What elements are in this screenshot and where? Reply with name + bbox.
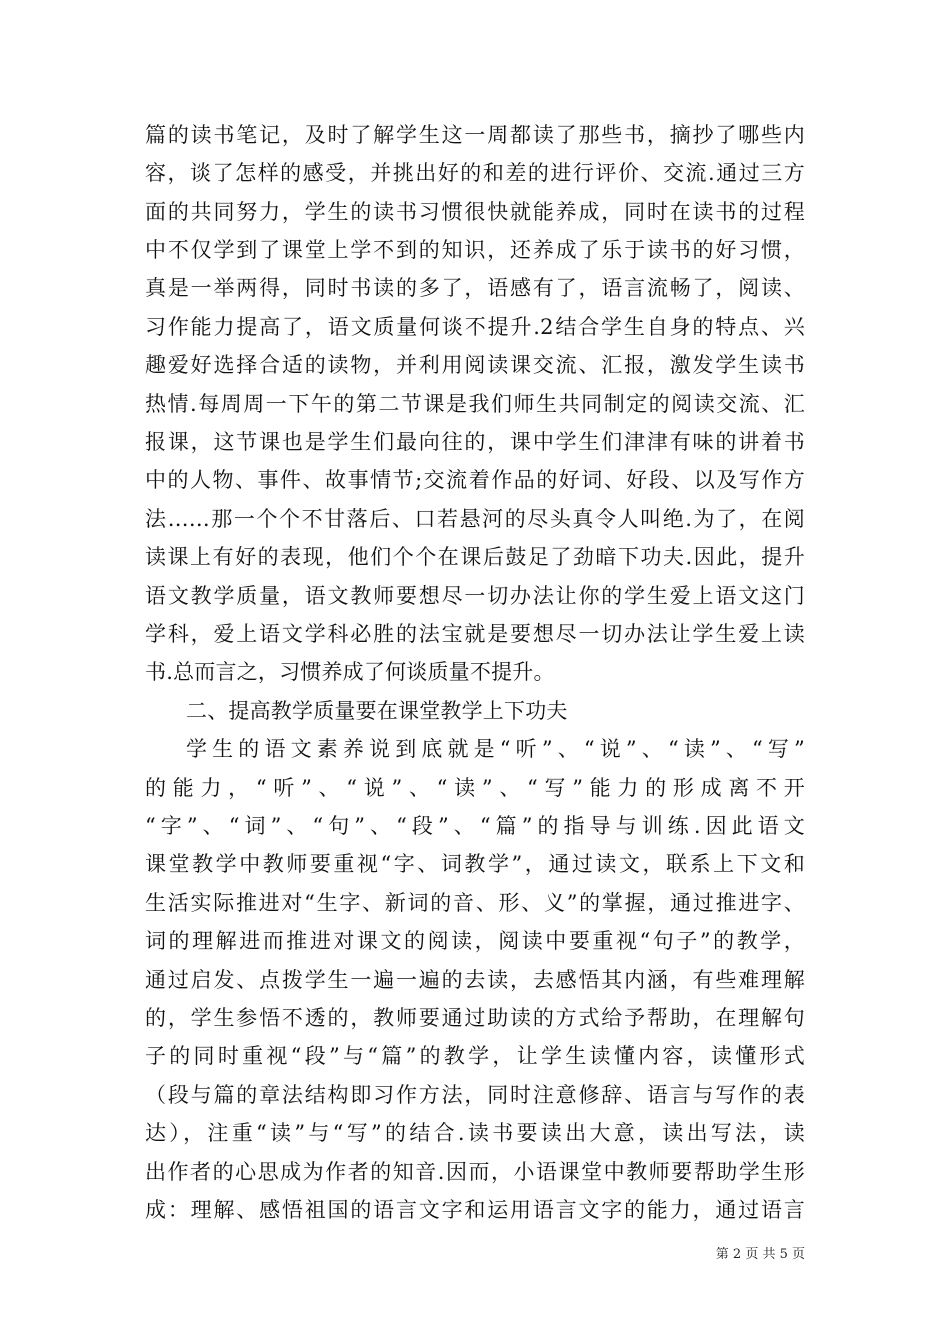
body-text-line: 书.总而言之，习惯养成了何谈质量不提升。 bbox=[145, 660, 555, 684]
body-text-line: “字”、“词”、“句”、“段”、“篇”的指导与训练.因此语文 bbox=[145, 814, 805, 838]
body-text-line: 面的共同努力，学生的读书习惯很快就能养成，同时在读书的过程 bbox=[145, 200, 805, 224]
body-text-line: 读课上有好的表现，他们个个在课后鼓足了劲暗下功夫.因此，提升 bbox=[145, 545, 805, 569]
body-text-line: 的能力，“听”、“说”、“读”、“写”能力的形成离不开 bbox=[145, 776, 805, 800]
body-text-line: 课堂教学中教师要重视“字、词教学”，通过读文，联系上下文和 bbox=[145, 852, 805, 876]
body-text-line: 成：理解、感悟祖国的语言文字和运用语言文字的能力，通过语言 bbox=[145, 1198, 805, 1222]
body-text-line: 趣爱好选择合适的读物，并利用阅读课交流、汇报，激发学生读书 bbox=[145, 353, 805, 377]
body-text-line: 篇的读书笔记，及时了解学生这一周都读了那些书，摘抄了哪些内 bbox=[145, 123, 805, 147]
body-text-line: 学科，爱上语文学科必胜的法宝就是要想尽一切办法让学生爱上读 bbox=[145, 622, 805, 646]
body-text-line: 语文教学质量，语文教师要想尽一切办法让你的学生爱上语文这门 bbox=[145, 584, 805, 608]
body-text-line: 生活实际推进对“生字、新词的音、形、义”的掌握，通过推进字、 bbox=[145, 891, 805, 915]
body-text-line: 法……那一个个不甘落后、口若悬河的尽头真令人叫绝.为了，在阅 bbox=[145, 507, 805, 531]
body-text-line: 达），注重“读”与“写”的结合.读书要读出大意，读出写法，读 bbox=[145, 1121, 805, 1145]
body-text-line: 习作能力提高了，语文质量何谈不提升.2结合学生自身的特点、兴 bbox=[145, 315, 805, 339]
body-text-line: 通过启发、点拨学生一遍一遍的去读，去感悟其内涵，有些难理解 bbox=[145, 968, 805, 992]
body-text-line: 子的同时重视“段”与“篇”的教学，让学生读懂内容，读懂形式 bbox=[145, 1044, 805, 1068]
body-text-line: 容，谈了怎样的感受，并挑出好的和差的进行评价、交流.通过三方 bbox=[145, 161, 805, 185]
body-text-line: 热情.每周周一下午的第二节课是我们师生共同制定的阅读交流、汇 bbox=[145, 392, 805, 416]
body-text-line: 报课，这节课也是学生们最向往的，课中学生们津津有味的讲着书 bbox=[145, 430, 805, 454]
section-heading: 二、提高教学质量要在课堂教学上下功夫 bbox=[186, 699, 568, 723]
body-text-line: 词的理解进而推进对课文的阅读，阅读中要重视“句子”的教学， bbox=[145, 929, 805, 953]
body-text-line: 出作者的心思成为作者的知音.因而，小语课堂中教师要帮助学生形 bbox=[145, 1160, 805, 1184]
body-text-line: 中不仅学到了课堂上学不到的知识，还养成了乐于读书的好习惯， bbox=[145, 238, 805, 262]
body-text-line: 中的人物、事件、故事情节;交流着作品的好词、好段、以及写作方 bbox=[145, 468, 805, 492]
body-text-line: 学生的语文素养说到底就是“听”、“说”、“读”、“写” bbox=[186, 737, 805, 761]
page-number-footer: 第 2 页 共 5 页 bbox=[715, 1247, 805, 1262]
body-text-line: 真是一举两得，同时书读的多了，语感有了，语言流畅了，阅读、 bbox=[145, 276, 805, 300]
body-text-line: 的，学生参悟不透的，教师要通过助读的方式给予帮助，在理解句 bbox=[145, 1006, 805, 1030]
body-text-line: （段与篇的章法结构即习作方法，同时注意修辞、语言与写作的表 bbox=[145, 1083, 805, 1107]
